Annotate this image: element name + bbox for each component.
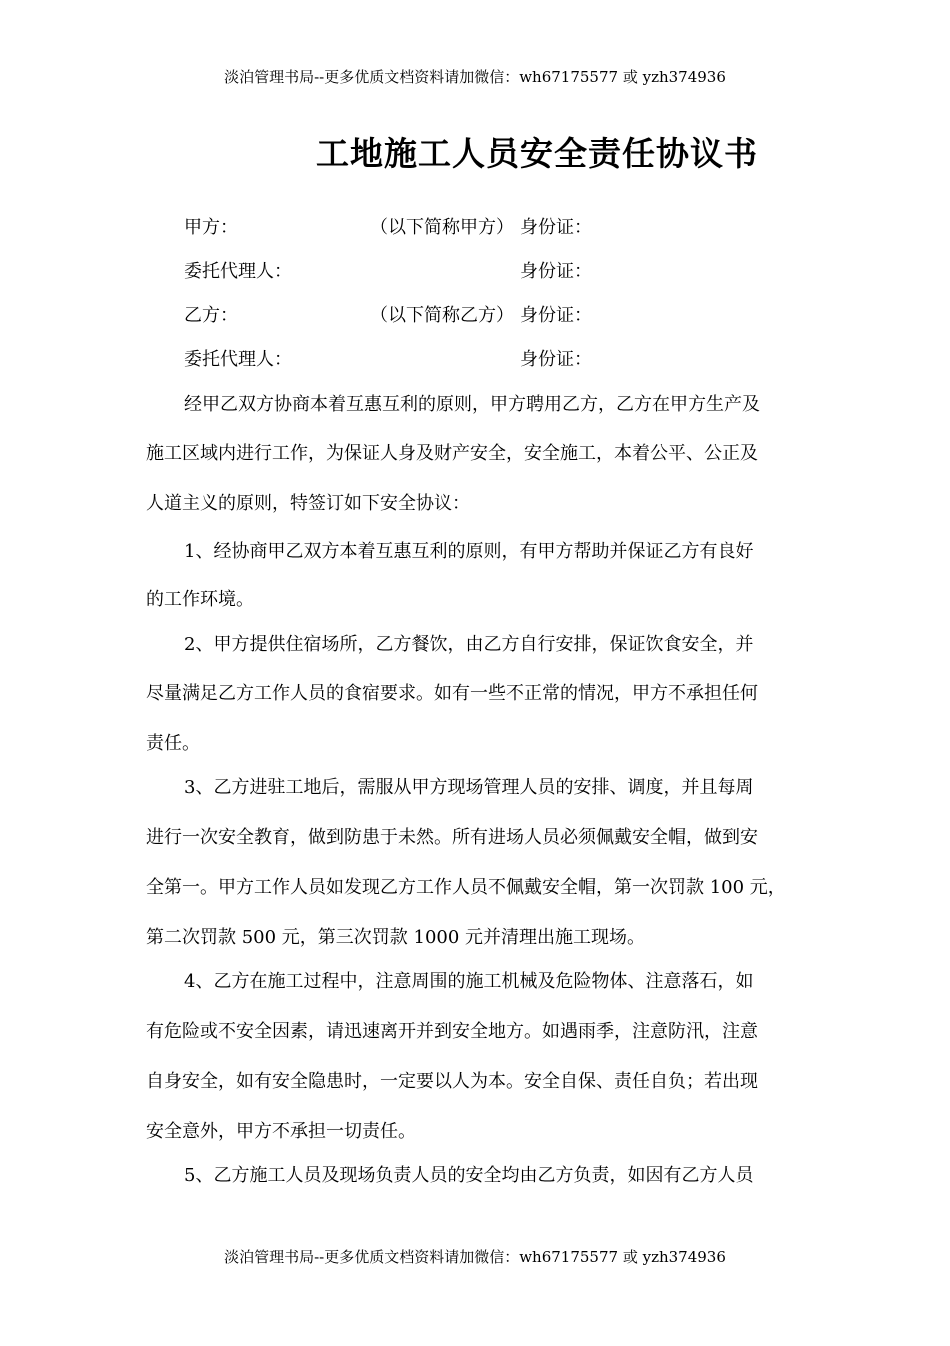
party-b-label: 乙方：: [184, 305, 238, 326]
body-line: 5、乙方施工人员及现场负责人员的安全均由乙方负责，如因有乙方人员: [184, 1165, 754, 1186]
party-b-id-label: 身份证：: [520, 305, 592, 326]
party-b-note: （以下简称乙方）: [370, 305, 514, 326]
party-a-agent-id-label: 身份证：: [520, 261, 592, 282]
party-a-label: 甲方：: [184, 217, 238, 238]
body-line: 3、乙方进驻工地后，需服从甲方现场管理人员的安排、调度，并且每周: [184, 777, 754, 798]
party-b-agent-id-label: 身份证：: [520, 349, 592, 370]
body-line: 4、乙方在施工过程中，注意周围的施工机械及危险物体、注意落石，如: [184, 971, 754, 992]
body-line: 尽量满足乙方工作人员的食宿要求。如有一些不正常的情况，甲方不承担任何: [146, 683, 758, 704]
party-b-row: [184, 303, 804, 329]
page-footer: 淡泊管理书局--更多优质文档资料请加微信：wh67175577 或 yzh374936: [224, 1248, 726, 1266]
body-line: 责任。: [146, 733, 200, 754]
body-line: 第二次罚款 500 元，第三次罚款 1000 元并清理出施工现场。: [146, 927, 646, 948]
body-line: 全第一。甲方工作人员如发现乙方工作人员不佩戴安全帽，第一次罚款 100 元，: [146, 877, 786, 898]
body-line: 人道主义的原则，特签订如下安全协议：: [146, 493, 470, 514]
body-line: 的工作环境。: [146, 589, 254, 610]
body-line: 安全意外，甲方不承担一切责任。: [146, 1121, 416, 1142]
body-line: 自身安全，如有安全隐患时，一定要以人为本。安全自保、责任自负；若出现: [146, 1071, 758, 1092]
party-a-row: [184, 215, 804, 241]
body-line: 施工区域内进行工作，为保证人身及财产安全，安全施工，本着公平、公正及: [146, 443, 758, 464]
body-line: 2、甲方提供住宿场所，乙方餐饮，由乙方自行安排，保证饮食安全，并: [184, 634, 754, 655]
body-line: 进行一次安全教育，做到防患于未然。所有进场人员必须佩戴安全帽，做到安: [146, 827, 758, 848]
document-title: 工地施工人员安全责任协议书: [316, 134, 758, 173]
page-header: 淡泊管理书局--更多优质文档资料请加微信：wh67175577 或 yzh374936: [224, 68, 726, 86]
party-a-id-label: 身份证：: [520, 217, 592, 238]
body-line: 经甲乙双方协商本着互惠互利的原则，甲方聘用乙方，乙方在甲方生产及: [184, 394, 760, 415]
party-a-agent-row: [184, 259, 804, 285]
body-line: 1、经协商甲乙双方本着互惠互利的原则，有甲方帮助并保证乙方有良好: [184, 541, 754, 562]
party-a-agent-label: 委托代理人：: [184, 261, 292, 282]
party-b-agent-row: [184, 347, 804, 373]
party-b-agent-label: 委托代理人：: [184, 349, 292, 370]
party-a-note: （以下简称甲方）: [370, 217, 514, 238]
body-line: 有危险或不安全因素，请迅速离开并到安全地方。如遇雨季，注意防汛，注意: [146, 1021, 758, 1042]
